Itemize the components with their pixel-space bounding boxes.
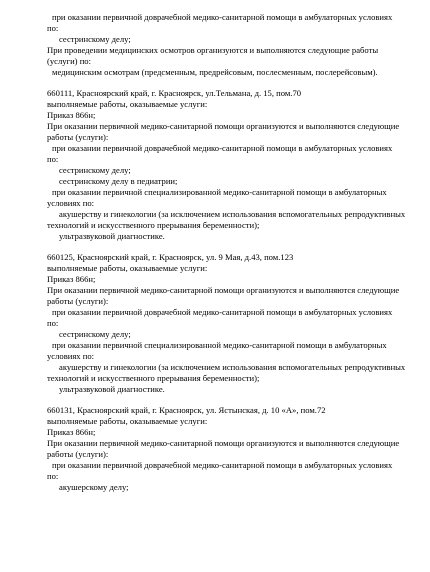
text-line: 660131, Красноярский край, г. Красноярск, ул. Ястынская, д. 10 «А», пом.72 xyxy=(47,405,326,415)
text-line: сестринскому делу; xyxy=(59,34,131,44)
text-line: технологий и искусственного прерывания беременности); xyxy=(47,220,260,230)
text-line: по: xyxy=(47,154,59,164)
text-line: выполняемые работы, оказываемые услуги: xyxy=(47,99,208,109)
text-line: сестринскому делу; xyxy=(59,165,131,175)
text-line: (услуги) по: xyxy=(47,56,91,66)
text-line: условиях по: xyxy=(47,198,95,208)
text-line: при оказании первичной доврачебной медико-санитарной помощи в амбулаторных условиях xyxy=(52,12,393,22)
text-line: акушерству и гинекологии (за исключением использования вспомогательных репродуктивных xyxy=(59,362,406,372)
text-line: условиях по: xyxy=(47,351,95,361)
text-line: При оказании первичной медико-санитарной помощи организуются и выполняются следующие xyxy=(47,285,400,295)
text-line: по: xyxy=(47,471,59,481)
paragraph-gap xyxy=(47,242,400,252)
text-line: выполняемые работы, оказываемые услуги: xyxy=(47,416,208,426)
text-line: Приказ 866н; xyxy=(47,110,96,120)
text-line: При оказании первичной медико-санитарной помощи организуются и выполняются следующие xyxy=(47,438,400,448)
text-line: при оказании первичной доврачебной медико-санитарной помощи в амбулаторных условиях xyxy=(52,460,393,470)
text-line: акушерству и гинекологии (за исключением использования вспомогательных репродуктивных xyxy=(59,209,406,219)
text-line: ультразвуковой диагностике. xyxy=(59,384,165,394)
paragraph-gap xyxy=(47,78,400,88)
text-line: Приказ 866н; xyxy=(47,274,96,284)
text-line: Приказ 866н; xyxy=(47,427,96,437)
text-line: 660111, Красноярский край, г. Красноярск, ул.Тельмана, д. 15, пом.70 xyxy=(47,88,302,98)
text-line: по: xyxy=(47,23,59,33)
text-line: выполняемые работы, оказываемые услуги: xyxy=(47,263,208,273)
text-line: сестринскому делу в педиатрии; xyxy=(59,176,178,186)
text-line: 660125, Красноярский край, г. Красноярск, ул. 9 Мая, д.43, пом.123 xyxy=(47,252,294,262)
text-line: работы (услуги): xyxy=(47,132,109,142)
text-line: медицинским осмотрам (предсменным, предрейсовым, послесменным, послерейсовым). xyxy=(52,67,378,77)
text-line: ультразвуковой диагностике. xyxy=(59,231,165,241)
text-line: работы (услуги): xyxy=(47,296,109,306)
text-line: сестринскому делу; xyxy=(59,329,131,339)
text-line: по: xyxy=(47,318,59,328)
text-line: при оказании первичной специализированной медико-санитарной помощи в амбулаторных xyxy=(52,340,387,350)
text-line: При проведении медицинских осмотров организуются и выполняются следующие работы xyxy=(47,45,379,55)
text-line: при оказании первичной доврачебной медико-санитарной помощи в амбулаторных условиях xyxy=(52,143,393,153)
text-line: при оказании первичной доврачебной медико-санитарной помощи в амбулаторных условиях xyxy=(52,307,393,317)
text-line: при оказании первичной специализированной медико-санитарной помощи в амбулаторных xyxy=(52,187,387,197)
text-line: работы (услуги): xyxy=(47,449,109,459)
text-line: При оказании первичной медико-санитарной помощи организуются и выполняются следующие xyxy=(47,121,400,131)
paragraph-gap xyxy=(47,395,400,405)
text-line: акушерскому делу; xyxy=(59,482,129,492)
text-line: технологий и искусственного прерывания беременности); xyxy=(47,373,260,383)
